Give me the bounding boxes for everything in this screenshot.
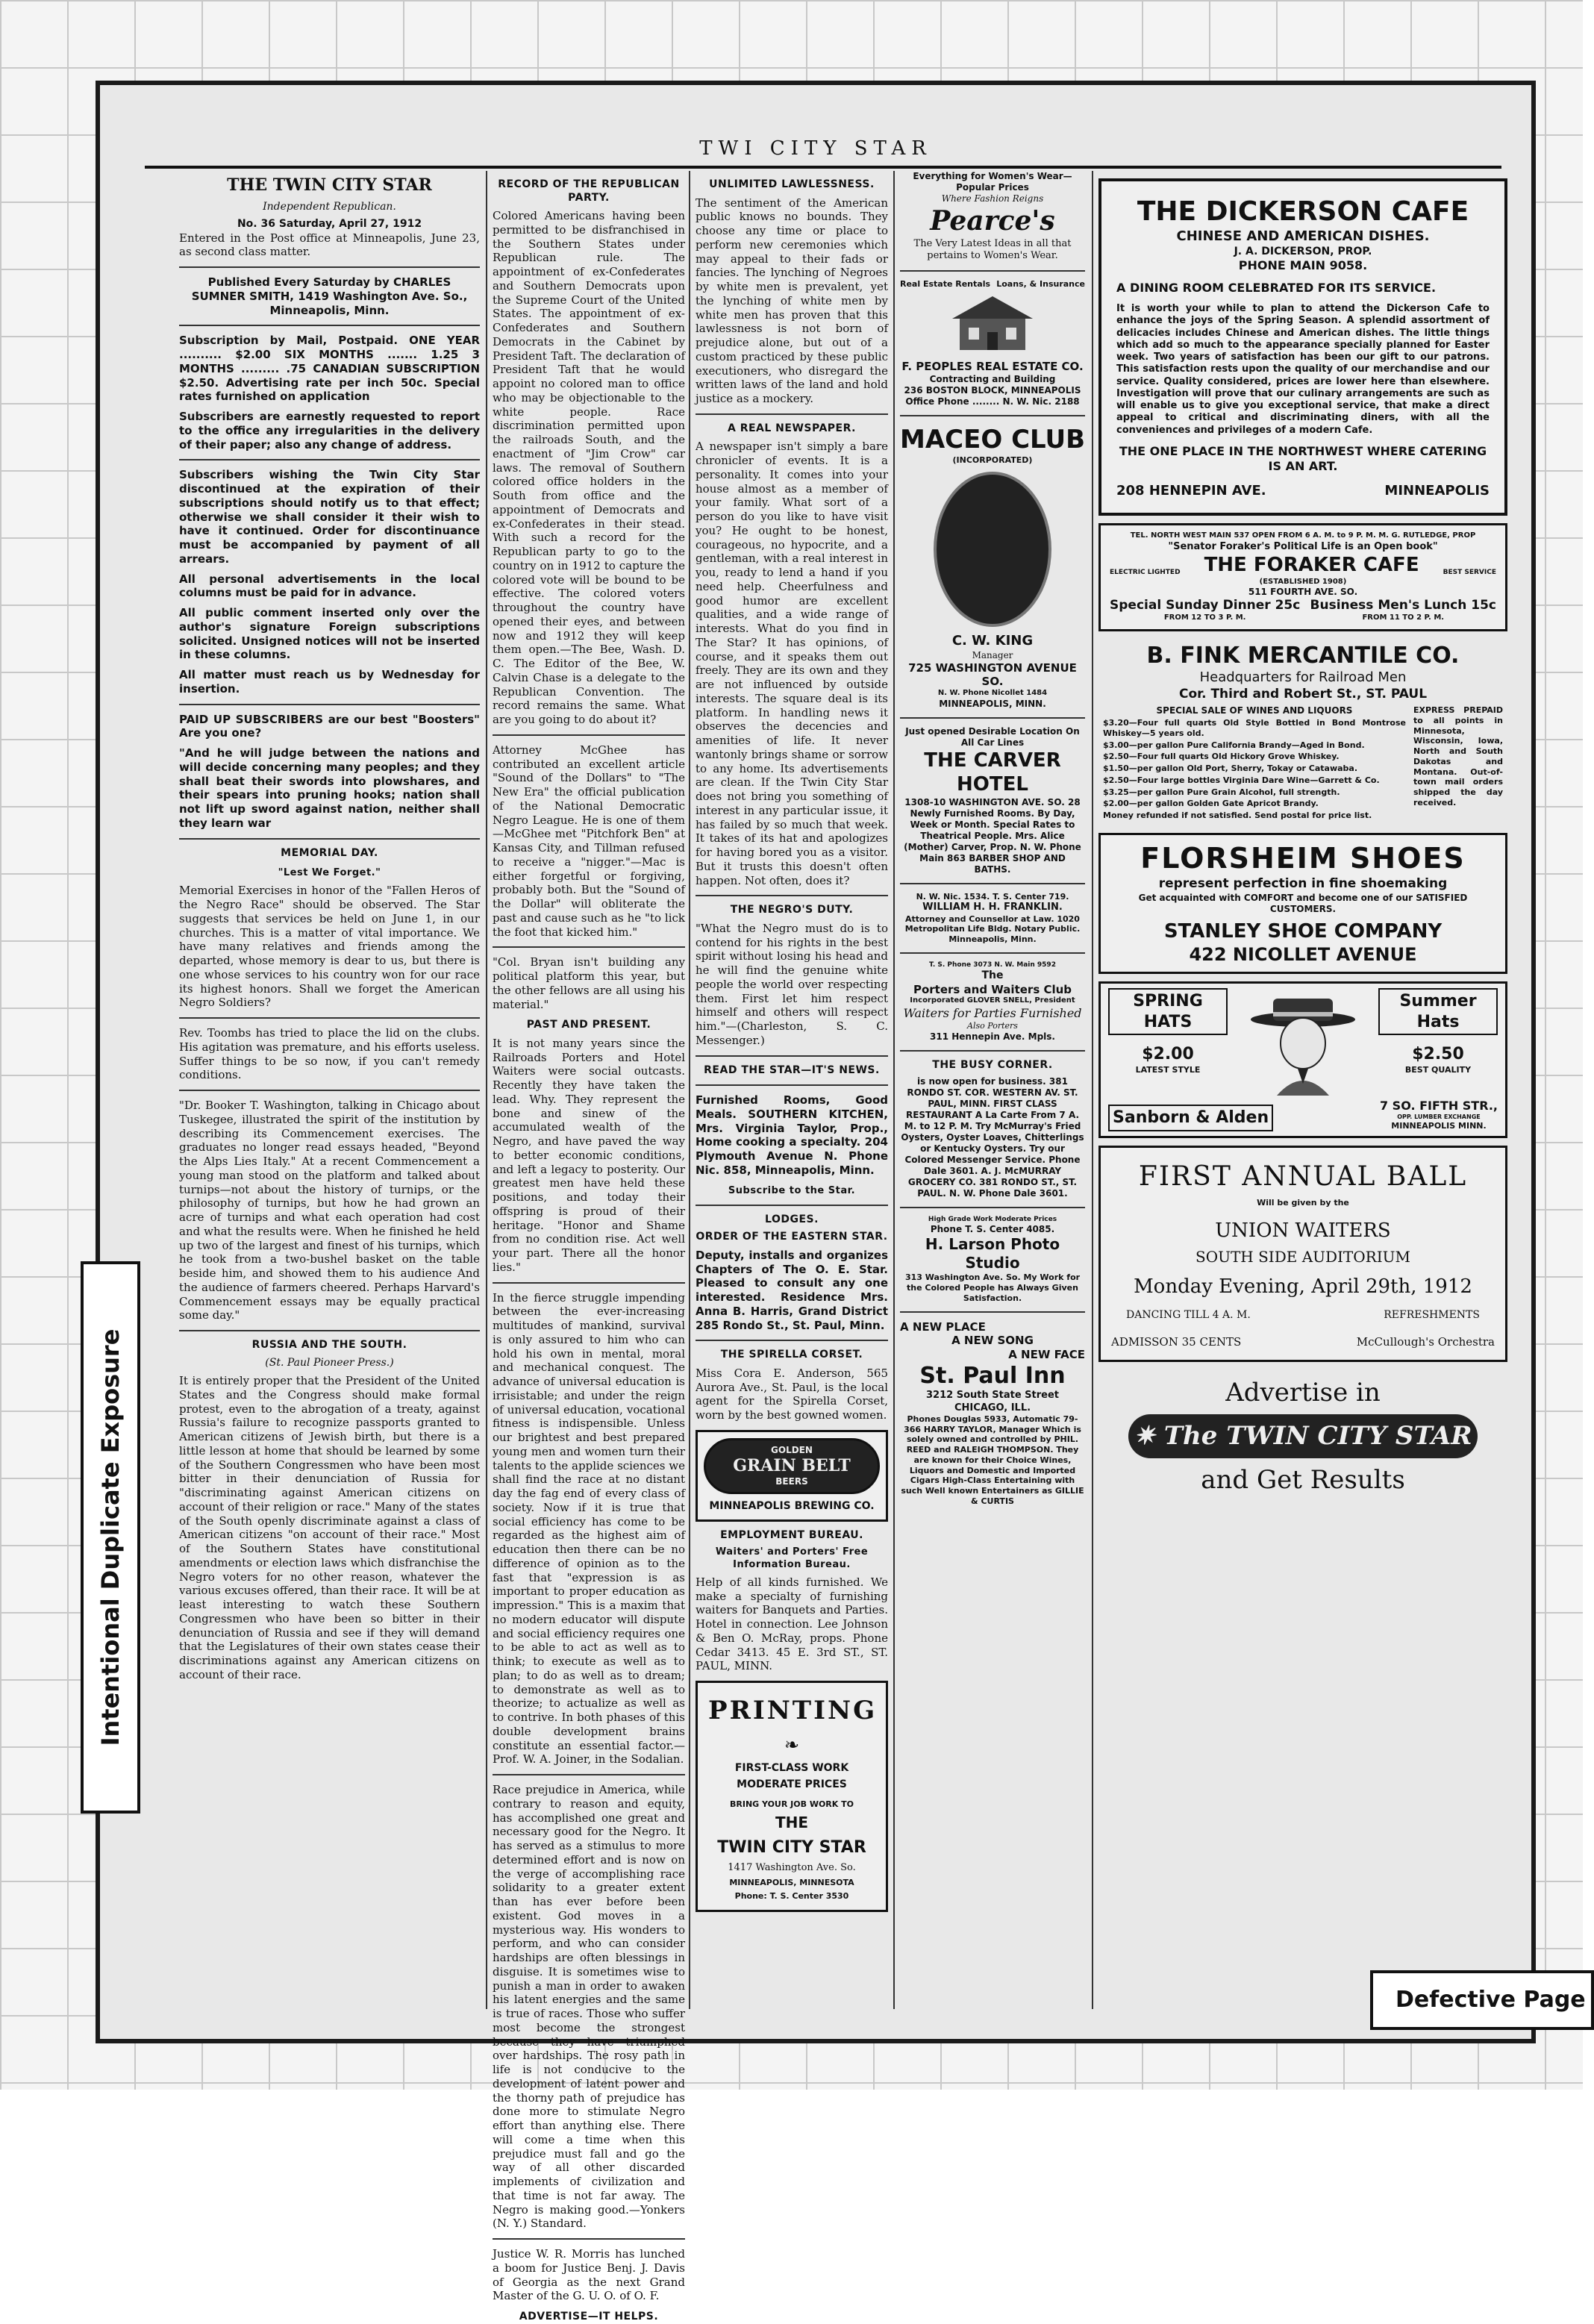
ad-line: CHINESE AND AMERICAN DISHES. xyxy=(1176,228,1430,244)
divider xyxy=(179,459,480,460)
ad-line: J. A. DICKERSON, PROP. xyxy=(1234,245,1372,257)
article-body: Race prejudice in America, while contrary to reason and equity, has accomplished one great and necessary good for the Negro. It has served as a stimulus to more determined effort and is now on the verge of accomplishing race solidarity to a greater extent than has ever before been existent. God moves in a mysterious way. His wonders to perform, and who can consider hardships are often blessings in disguise. It is sometimes wise to punish a man in order to awaken his latent energies and the same is true of races. Those who suffer most become the strongest because they have triumphed over hardships. The rosy path in life is not conducive to the development of latent power and the thorny path of prejudice has done more to stimulate Negro effort than anything else. There will come a time when this prejudice must fall and go the way of all other discarded implements of civilization and that time is not far away. The Negro is making good.—Yonkers (N. Y.) Standard. xyxy=(493,1783,685,2231)
article-heading: READ THE STAR—IT'S NEWS. xyxy=(704,1063,880,1076)
ad-title: THE FORAKER CAFE xyxy=(1204,554,1419,576)
ad-line: Phone T. S. Center 4085. xyxy=(930,1224,1055,1235)
column-5 xyxy=(1094,171,1512,2009)
ad-title: Pearce's xyxy=(930,205,1055,237)
divider xyxy=(696,1340,888,1341)
article-body: In the fierce struggle impending between the ever-increasing multitudes of mankind, survival is only assured to him who can hold his own in mental, moral and mechanical conquest. The advance of universal education is irrisistable; and under the reign of universal education, vocational fitness is indispensible. Unless our brightest and best prepared young men and women turn their talents to the applide sciences we shall find the race at no distant day the fag end of every class of society. Now if it is true that social efficiency has come to be regarded as the highest aim of education then there can be no difference of opinion as to the fast that "expression is as important to proper education as impression." This is a maxim that no modern educator will dispute and social efficiency requires one to be able to act as well as to think; to execute as well as to plan; to do as well as to dream; to demonstrate as well as to theorize; to actualize as well as to contrive. In both phases of this double development brains constitute an essential factor.—Prof. W. A. Joiner, in the Sodalian. xyxy=(493,1290,685,1767)
subscription-rates: Subscription by Mail, Postpaid. ONE YEAR .......... $2.00 SIX MONTHS ....... 1.25 3 MONTHS ......... .75 CANADIAN SUBSCRIPTION $2.50. Advertising rate per inch 50c. Special rates furnished on application xyxy=(179,334,480,404)
divider xyxy=(493,2238,685,2240)
ad-title: St. Paul Inn xyxy=(919,1362,1066,1389)
masthead-rule xyxy=(145,166,1501,169)
porters-club-ad xyxy=(900,961,1085,1043)
star-icon: ✷ xyxy=(1134,1421,1164,1452)
article-heading: EMPLOYMENT BUREAU. xyxy=(720,1528,863,1541)
ad-line: Real Estate Rentals xyxy=(900,278,991,289)
larson-ad xyxy=(900,1216,1085,1304)
price-item: $1.50—per gallon Old Port, Sherry, Tokay or Catawaba. xyxy=(1103,763,1358,773)
grain-belt-ad xyxy=(696,1430,888,1522)
ad-title: THE DICKERSON CAFE xyxy=(1137,196,1469,227)
article-body: Deputy, installs and organizes Chapters of The O. E. Star. Pleased to consult any one interested. Residence Mrs. Anna B. Harris, Grand District 285 Rondo St., St. Paul, Minn. xyxy=(696,1248,888,1332)
paper-subtitle: Independent Republican. xyxy=(263,200,396,213)
article-subheading: (St. Paul Pioneer Press.) xyxy=(265,1356,394,1369)
ad-line: OPP. LUMBER EXCHANGE xyxy=(1397,1113,1481,1120)
ad-line: N. W. Nic. 1534. T. S. Center 719. xyxy=(916,891,1069,902)
ad-line: A NEW FACE xyxy=(1008,1348,1085,1361)
ad-line: BEST QUALITY xyxy=(1404,1064,1472,1075)
maceo-club-ad xyxy=(900,424,1085,710)
fink-mercantile-ad xyxy=(1098,639,1507,825)
ad-line: Waiters for Parties Furnished xyxy=(903,1005,1082,1020)
paragraph: All personal advertisements in the local columns must be paid for in advance. xyxy=(179,572,480,600)
ad-line: and Get Results xyxy=(1201,1464,1405,1495)
twin-city-star-logo xyxy=(1128,1414,1478,1458)
price-item: $3.00—per gallon Pure California Brandy—Aged in Bond. xyxy=(1103,740,1365,750)
divider xyxy=(696,1055,888,1057)
article-body: Attorney McGhee has contributed an excellent article "Sound of the Dollars" to "The New Era" the official publication of the National Democratic Negro League. He is one of them—McGhee met "Pitchfork Ben" at Kansas City, and Tillman refused to receive a "nigger."—Mac is either forgetful or forgiving, probably both. But the "Sound of the Dollar" will obliterate the past and cause such as he "to lick the foot that kicked him." xyxy=(493,743,685,939)
ad-line: Loans, & Insurance xyxy=(996,278,1085,289)
column-rule xyxy=(1092,171,1093,2009)
ad-title: FIRST ANNUAL BALL xyxy=(1138,1161,1468,1192)
ad-line: MINNEAPOLIS xyxy=(1384,482,1490,499)
ad-line: A DINING ROOM CELEBRATED FOR ITS SERVICE. xyxy=(1116,281,1437,295)
ad-line: T. S. Phone 3073 N. W. Main 9592 xyxy=(929,960,1056,969)
article-body: Justice W. R. Morris has lunched a boom for Justice Benj. J. Davis of Georgia as the next Grand Master of the G. U. O. of O. F. xyxy=(493,2247,685,2303)
ad-line: LATEST STYLE xyxy=(1135,1064,1201,1075)
ad-line: ELECTRIC LIGHTED xyxy=(1110,569,1181,577)
column-3 xyxy=(691,171,893,2009)
foraker-cafe-ad xyxy=(1098,523,1507,631)
article-body: A newspaper isn't simply a bare chronicler of events. It is a personality. It comes into your house almost as a member of your family. What sort of a person do you like to have visit you? He ought to be honest, courageous, no hypocrite, and a gentleman, with a real interest in you, ready to lend a hand if you need help. Cheerfulness and good humor are excellent qualities, and a wide range of interests. What do you find in The Star? It has opinions, of course, and it speaks them out freely. They are its own and they are not influenced by outside interests. The square deal is its platform. In handling news it observes the decencies and amenities of life. It never wantonly brings shame or sorrow to any home. Its advertisements are clean. If the Twin City Star does not bring you something of interest in any particular issue, it has failed by so much that week. It takes of its hat and apologizes for having bored you as a visitor. But it trusts this doesn't often happen. Not often, does it? xyxy=(696,440,888,887)
ad-company: MINNEAPOLIS BREWING CO. xyxy=(709,1500,875,1513)
stamp-text: Intentional Duplicate Exposure xyxy=(96,1328,125,1746)
column-4 xyxy=(896,171,1090,2009)
column-rule xyxy=(893,171,895,2009)
ad-title: Summer Hats xyxy=(1378,988,1498,1035)
article-heading: PAST AND PRESENT. xyxy=(526,1019,651,1031)
ad-line: Monday Evening, April 29th, 1912 xyxy=(1134,1275,1472,1299)
article-body: Colored Americans having been permitted to be disfranchised in the Southern States under Republican rule. The appointment of ex-Confederates and Southern Democrats upon the Supreme Court of the United States. The appointment of ex-Confederates and Southern Democrats in the Cabinet by President Taft. The declaration of President Taft that he would appoint no colored man to office who may be objectionable to the white people. Race discrimination permitted upon the railroads South, and the enactment of "Jim Crow" car laws. The removal of Southern colored office holders in the South from office and the appointment of Democrats and ex-Confederates in their stead. With such a record for the Republican party to go to the country on in 1912 to capture the colored vote will be bound to be effective. The colored voters throughout the country have opened their eyes, and between now and 1912 they will keep them open.—The Bee, Wash. D. C. The Editor of the Bee, W. Calvin Chase is a delegate to the Republican Convention. The record remains the same. What are you going to do about it? xyxy=(493,209,685,726)
divider xyxy=(179,325,480,326)
ad-line: DANCING TILL 4 A. M. xyxy=(1126,1309,1251,1322)
ad-line: Everything for Women's Wear—Popular Prices xyxy=(913,171,1072,193)
divider xyxy=(696,413,888,415)
column-2 xyxy=(488,171,690,2323)
ad-line: FIRST-CLASS WORK xyxy=(734,1761,849,1774)
man-in-hat-icon xyxy=(1232,991,1374,1096)
ad-title: F. PEOPLES REAL ESTATE CO. xyxy=(901,360,1084,373)
article-subheading: "Lest We Forget." xyxy=(278,867,381,878)
ad-line: N. W. Phone Nicollet 1484 xyxy=(937,689,1048,697)
ad-line: UNION WAITERS xyxy=(1215,1219,1391,1243)
busy-corner-ad xyxy=(900,1059,1085,1200)
logo-text: GOLDEN xyxy=(771,1444,813,1455)
divider xyxy=(179,1330,480,1331)
advertise-ad xyxy=(1098,1369,1507,1496)
column-1 xyxy=(175,171,484,2009)
paragraph: All public comment inserted only over the author's signature Foreign subscriptions solicited. Unsigned notices will not be inserted in these columns. xyxy=(179,606,480,662)
newspaper-page xyxy=(96,81,1536,2323)
ad-line: Phones Douglas 5933, Automatic 79-366 HARRY TAYLOR, Manager Which is solely owned and controlled by PHIL. REED and RALEIGH THOMPSON. They are known for their Choice Wines, Liquors and Domestic and Imported Cigars High-Class Entertaining with such Well known Entertainers as GILLIE & CURTIS xyxy=(901,1414,1084,1506)
ad-line: STANLEY SHOE COMPANY xyxy=(1163,919,1443,943)
ad-line: Attorney and Counsellor at Law. 1020 Metropolitan Life Bldg. Notary Public. Minneapolis, Minn. xyxy=(904,913,1081,944)
ad-line: (ESTABLISHED 1908) xyxy=(1259,577,1347,586)
article-heading: ADVERTISE—IT HELPS. xyxy=(519,2311,659,2323)
ad-line: Phone: T. S. Center 3530 xyxy=(734,1890,849,1901)
ad-line: McCullough's Orchestra xyxy=(1356,1335,1495,1349)
article-heading: LODGES. xyxy=(765,1213,819,1225)
printing-ad xyxy=(696,1681,888,1912)
ad-line: MINNEAPOLIS, MINNESOTA xyxy=(729,1878,854,1888)
ad-line: Get acquainted with COMFORT and become one of our SATISFIED CUSTOMERS. xyxy=(1138,892,1468,914)
carver-hotel-ad xyxy=(900,726,1085,875)
ad-title: WILLIAM H. H. FRANKLIN. xyxy=(922,902,1063,913)
price-item: $2.00—per gallon Golden Gate Apricot Brandy. xyxy=(1103,799,1319,809)
divider xyxy=(179,1090,480,1091)
divider xyxy=(900,952,1085,954)
ad-line: ADMISSON 35 CENTS xyxy=(1111,1335,1242,1349)
ad-line: THE xyxy=(775,1814,809,1832)
ad-line: SOUTH SIDE AUDITORIUM xyxy=(1196,1248,1410,1266)
ad-line: Cor. Third and Robert St., ST. PAUL xyxy=(1178,686,1428,702)
ad-line: THE ONE PLACE IN THE NORTHWEST WHERE CATERING IS AN ART. xyxy=(1119,443,1487,473)
ad-line: Manager xyxy=(972,649,1013,660)
article-body: It is not many years since the Railroads Porters and Hotel Waiters were social outcasts. Recently they have taken the lead. Why. They represent the bone and sinew of the accumulated wealth of the Negro, and have paved the way to better economic conditions, and left a legacy to posterity. Our greatest men have held these positions, and today their offspring is proud of their heritage. "Honor and Shame from no condition rise. Act well your part. There all the honor lies." xyxy=(493,1036,685,1274)
paragraph: PAID UP SUBSCRIBERS are our best "Boosters" Are you one? xyxy=(179,712,480,740)
logo-text: BEERS xyxy=(775,1476,808,1487)
article-subheading: ORDER OF THE EASTERN STAR. xyxy=(696,1231,888,1243)
ad-line: Also Porters xyxy=(967,1020,1018,1031)
ad-line: Where Fashion Reigns xyxy=(941,193,1044,204)
ad-line: BEST SERVICE xyxy=(1443,569,1496,577)
paragraph: Subscribers are earnestly requested to report to the office any irregularities in the delivery of their paper; also any change of address. xyxy=(179,410,480,452)
ad-line: represent perfection in fine shoemaking xyxy=(1158,876,1448,892)
ad-line: 311 Hennepin Ave. Mpls. xyxy=(930,1031,1055,1042)
article-body: Memorial Exercises in honor of the "Fallen Heros of the Negro Race" should be observed. The Star suggests that services be held on June 1, in our churches. This is a matter of vital importance. We have many relatives and friends among the departed, whose memory is dear to us, but there is one whose services to his country won for our race its highest honors. Shall we forget the American Negro Soldiers? xyxy=(179,884,480,1010)
peoples-ad xyxy=(900,279,1085,407)
divider xyxy=(900,415,1085,416)
ad-line: MINNEAPOLIS, MINN. xyxy=(939,698,1046,709)
ad-title: THE BUSY CORNER. xyxy=(932,1058,1053,1071)
divider xyxy=(696,1205,888,1206)
issue-line: No. 36 Saturday, April 27, 1912 xyxy=(237,218,422,230)
defective-page-stamp xyxy=(1370,1970,1594,2030)
ad-line: "Senator Foraker's Political Life is an Open book" xyxy=(1168,540,1438,552)
ad-line: A NEW SONG xyxy=(951,1334,1034,1348)
divider xyxy=(900,883,1085,884)
ad-line: 422 NICOLLET AVENUE xyxy=(1189,944,1417,965)
ad-line: is now open for business. 381 RONDO ST. COR. WESTERN AV. ST. PAUL, MINN. FIRST CLASS RESTAURANT A La Carte From 7 A. M. to 12 P. M. Try McMurray's Fried Oysters, Oyster Loaves, Chitterlings or Kentucky Oysters. Try our Colored Messenger Service. Phone Dale 3601. A. J. McMURRAY GROCERY CO. 381 RONDO ST., ST. PAUL. N. W. Phone Dale 3601. xyxy=(901,1076,1084,1199)
divider xyxy=(696,895,888,896)
ad-title: SPRING HATS xyxy=(1108,988,1228,1035)
ad-line: PHONE MAIN 9058. xyxy=(1238,258,1368,272)
ad-title: H. Larson Photo Studio xyxy=(925,1235,1060,1272)
st-paul-inn-ad xyxy=(900,1320,1085,1507)
ad-line: 3212 South State Street CHICAGO, ILL. xyxy=(926,1390,1059,1414)
paragraph: Entered in the Post office at Minneapolis, June 23, as second class matter. xyxy=(179,231,480,259)
ad-title: Porters and Waiters Club xyxy=(913,982,1072,996)
ad-line: Incorporated GLOVER SNELL, President xyxy=(910,996,1075,1005)
ad-line: (INCORPORATED) xyxy=(952,455,1033,466)
ad-line: MINNEAPOLIS MINN. xyxy=(1391,1121,1487,1131)
article-heading: RUSSIA AND THE SOUTH. xyxy=(251,1339,407,1351)
ad-title: FLORSHEIM SHOES xyxy=(1140,841,1466,875)
divider xyxy=(493,734,685,736)
article-heading: MEMORIAL DAY. xyxy=(281,846,378,859)
florsheim-ad xyxy=(1098,833,1507,974)
ad-line: SPECIAL SALE OF WINES AND LIQUORS xyxy=(1156,705,1353,716)
article-body: Miss Cora E. Anderson, 565 Aurora Ave., St. Paul, is the local agent for the Spirella Corset, worn by the best gowned women. xyxy=(696,1366,888,1422)
ad-title: THE CARVER HOTEL xyxy=(924,749,1061,796)
ad-line: The xyxy=(981,969,1004,981)
price-item: $2.50—Four full quarts Old Hickory Grove Whiskey. xyxy=(1103,752,1340,762)
ad-line: FROM 11 TO 2 P. M. xyxy=(1362,613,1445,622)
ad-line: Office Phone ........ N. W. Nic. 2188 xyxy=(905,396,1080,407)
ad-line: REFRESHMENTS xyxy=(1384,1309,1480,1322)
divider xyxy=(179,704,480,705)
article-heading: A REAL NEWSPAPER. xyxy=(728,422,856,434)
divider xyxy=(179,1017,480,1019)
masthead: TWI CITY STAR xyxy=(699,137,932,160)
article-heading: THE SPIRELLA CORSET. xyxy=(720,1349,863,1361)
ad-line: Contracting and Building xyxy=(929,373,1056,384)
ad-line: TEL. NORTH WEST MAIN 537 OPEN FROM 6 A. M. to 9 P. M. M. G. RUTLEDGE, PROP xyxy=(1130,531,1476,540)
article-subheading: Subscribe to the Star. xyxy=(728,1184,856,1196)
ad-line: Special Sunday Dinner 25c xyxy=(1110,598,1301,613)
divider xyxy=(900,717,1085,719)
divider xyxy=(900,1207,1085,1208)
ad-line: 1308-10 WASHINGTON AVE. SO. 28 Newly Furnished Rooms. By Day, Week or Month. Special Rates to Theatrical People. Mrs. Alice (Mother) Carver, Prop. N. W. Phone Main 863 BARBER SHOP AND BATHS. xyxy=(904,796,1081,875)
ad-line: 208 HENNEPIN AVE. xyxy=(1116,482,1266,499)
ad-line: The Very Latest Ideas in all that pertains to Women's Wear. xyxy=(913,238,1072,262)
logo-text: GRAIN BELT xyxy=(733,1455,851,1475)
divider xyxy=(900,270,1085,272)
divider xyxy=(493,1774,685,1775)
ad-line: Headquarters for Railroad Men xyxy=(1199,669,1407,686)
article-body: "What the Negro must do is to contend for his rights in the best spirit without losing his head and he will find the genuine white people the world over respecting them. First let him respect himself and others will respect him."—(Charleston, S. C. Messenger.) xyxy=(696,921,888,1047)
ad-line: Business Men's Lunch 15c xyxy=(1310,598,1496,613)
article-subheading: Waiters' and Porters' Free Information Bureau. xyxy=(715,1546,869,1570)
article-body: "Dr. Booker T. Washington, talking in Chicago about Tuskegee, illustrated the spirit of the institution by describing its Commencement exercises. The graduates no longer read essays headed, "Beyond the Alps Lies Italy." At a recent Commencement a young man stood on the platform and talked about turnips—not about the history of turnips, or the philosophy of turnips, but how he had grown an acre of turnips and what each operation had cost and what the results were. When he finished he held up two of the largest and finest of his turnips, which he took from a two-bushel basket on the table beside him, and showed them to his audience And the audience of farmers cheered. Perhaps Harvard's Commencement essays may be equally practical some day." xyxy=(179,1099,480,1322)
divider xyxy=(179,266,480,268)
ad-line: 1417 Washington Ave. So. xyxy=(728,1862,856,1874)
divider xyxy=(696,1084,888,1086)
price-item: Money refunded if not satisfied. Send postal for price list. xyxy=(1103,810,1372,820)
ad-line: A NEW PLACE xyxy=(900,1319,986,1334)
ad-line: BRING YOUR JOB WORK TO xyxy=(730,1799,854,1809)
grain-belt-logo xyxy=(704,1438,880,1495)
classified-ad: Furnished Rooms, Good Meals. SOUTHERN KITCHEN, Mrs. Virginia Taylor, Prop., Home cooking a specialty. 204 Plymouth Avenue N. Phone Nic. 858, Minneapolis, Minn. xyxy=(696,1093,888,1177)
ad-line: C. W. KING xyxy=(951,633,1034,649)
paper-title: THE TWIN CITY STAR xyxy=(227,175,432,195)
pearce-ad xyxy=(900,171,1085,263)
price-item: $3.25—per gallon Pure Grain Alcohol, full strength. xyxy=(1103,787,1340,797)
ad-line: Just opened Desirable Location On All Car Lines xyxy=(905,725,1080,748)
article-body: Rev. Toombs has tried to place the lid on the clubs. His agitation was premature, and his efforts useless. Suffer things to be so now, if you can't remedy conditions. xyxy=(179,1026,480,1082)
ad-line: TWIN CITY STAR xyxy=(717,1838,866,1858)
publisher-note: Published Every Saturday by CHARLES SUMNER SMITH, 1419 Washington Ave. So., Minneapolis, Minn. xyxy=(191,275,468,317)
divider xyxy=(900,1311,1085,1313)
article-heading: RECORD OF THE REPUBLICAN PARTY. xyxy=(498,178,680,204)
ad-line: 236 BOSTON BLOCK, MINNEAPOLIS xyxy=(904,384,1081,396)
paragraph: "And he will judge between the nations and will decide concerning many peoples; and they shall beat their swords into plowshares, and their spears into pruning hooks; nation shall not lift up sword against nation, neither shall they learn war xyxy=(179,746,480,830)
ad-line: High Grade Work Moderate Prices xyxy=(928,1216,1057,1223)
paragraph: Subscribers wishing the Twin City Star discontinued at the expiration of their subscriptions should notify us to that effect; otherwise we shall consider it their wish to have it continued. Order for discontinuance must be accompanied by payment of all arrears. xyxy=(179,468,480,566)
article-body: The sentiment of the American public knows no bounds. They choose any time or place to perform new ceremonies which may appeal to their fads or fancies. The lynching of Negroes by white men is prevalent, yet the lynching of white men by white men has proven that this lawlessness is not born of prejudice alone, but out of a custom practiced by these public executioners, who disregard the written laws of the land and hold justice as a mockery. xyxy=(696,196,888,405)
article-body: "Col. Bryan isn't building any political platform this year, but the other fellows are all using his material." xyxy=(493,955,685,1011)
logo-text: The TWIN CITY STAR xyxy=(1163,1421,1472,1452)
hats-ad xyxy=(1098,981,1507,1138)
price: $2.50 xyxy=(1412,1045,1464,1063)
ad-line: 511 FOURTH AVE. SO. xyxy=(1248,587,1358,597)
ad-line: 313 Washington Ave. So. My Work for the Colored People has Always Given Satisfaction. xyxy=(904,1272,1081,1303)
ad-line: MODERATE PRICES xyxy=(737,1778,847,1791)
article-heading: THE NEGRO'S DUTY. xyxy=(730,904,854,916)
price: $2.00 xyxy=(1142,1045,1194,1063)
paragraph: All matter must reach us by Wednesday for insertion. xyxy=(179,668,480,696)
duplicate-exposure-stamp xyxy=(81,1261,140,1814)
divider xyxy=(493,1282,685,1284)
ad-body: It is worth your while to plan to attend the Dickerson Cafe to enhance the joys of the Spring Season. A splendid assortment of delicacies includes Chinese and American dishes. The little things which add so much to the appearance specially planned for Easter week. Two years of satisfaction has been our gift to our patrons. This satisfaction rests upon the quality of our merchandise and our service. Quality considered, prices are lower here than elsewhere. Investigation will prove that our culinary arrangements are such as will enable us to give you exceptional service, that make a direct appeal to critical and discriminating diners, with all the conveniences and privileges of a modern Cafe. xyxy=(1116,303,1490,436)
ad-title: B. FINK MERCANTILE CO. xyxy=(1146,642,1460,669)
ad-title: PRINTING xyxy=(708,1696,878,1725)
divider xyxy=(493,946,685,948)
ad-line: 7 SO. FIFTH STR., xyxy=(1379,1099,1498,1113)
ad-line: Sanborn & Alden xyxy=(1108,1105,1273,1131)
franklin-ad xyxy=(900,892,1085,945)
price-item: $3.20—Four full quarts Old Style Bottled in Bond Montrose Whiskey—5 years old. xyxy=(1103,718,1406,738)
portrait-image xyxy=(934,472,1051,627)
divider xyxy=(179,838,480,840)
divider xyxy=(900,1050,1085,1052)
ad-line: Will be given by the xyxy=(1257,1197,1349,1208)
ad-line: FROM 12 TO 3 P. M. xyxy=(1163,613,1246,622)
ornament-icon: ❧ xyxy=(784,1734,800,1756)
article-body: It is entirely proper that the President of the United States and the Congress should make formal protest, even to the abrogation of a treaty, against Russia's failure to recognize passports granted to American citizens of Jewish birth, but there is a little lesson at home that should be learned by some of the Southern Congressmen who have been most bitter in their denunciation of Russia for "discriminating against American citizens on account of their religion or race." Many of the states of the South openly discriminate against a class of American citizens "on account of their race." Most of the Southern States have constitutional amendments or election laws which disfranchise the Negro voters for no other reason, whatever the various excuses offered, than their race. It will be at least interesting to watch these Southern Congressmen who have been so bitter in their denunciation of Russia and see if they will demand that the Legislatures of their own states cease their discriminations against any American citizens on account of their race. xyxy=(179,1374,480,1681)
article-body: Help of all kinds furnished. We make a specialty of furnishing waiters for Banquets and Parties. Hotel in connection. Lee Johnson & Ben O. McRay, props. Phone Cedar 3413. 45 E. 3rd ST., ST. PAUL, MINN. xyxy=(696,1575,888,1673)
ad-line: EXPRESS PREPAID to all points in Minnesota, Wisconsin, Iowa, North and South Dakotas and Montana. Out-of-town mail orders shipped the day received. xyxy=(1413,705,1503,808)
ad-line: Advertise in xyxy=(1225,1377,1381,1408)
price-item: $2.50—Four large bottles Virginia Dare Wine—Garrett & Co. xyxy=(1103,775,1380,785)
first-annual-ball-ad xyxy=(1098,1146,1507,1362)
stamp-text: Defective Page xyxy=(1395,1987,1586,2013)
house-icon xyxy=(900,289,1085,356)
article-heading: UNLIMITED LAWLESSNESS. xyxy=(709,178,875,190)
column-rule xyxy=(486,171,487,2009)
ad-line: 725 WASHINGTON AVENUE SO. xyxy=(908,660,1077,689)
dickerson-cafe-ad xyxy=(1098,178,1507,516)
ad-title: MACEO CLUB xyxy=(900,424,1085,455)
